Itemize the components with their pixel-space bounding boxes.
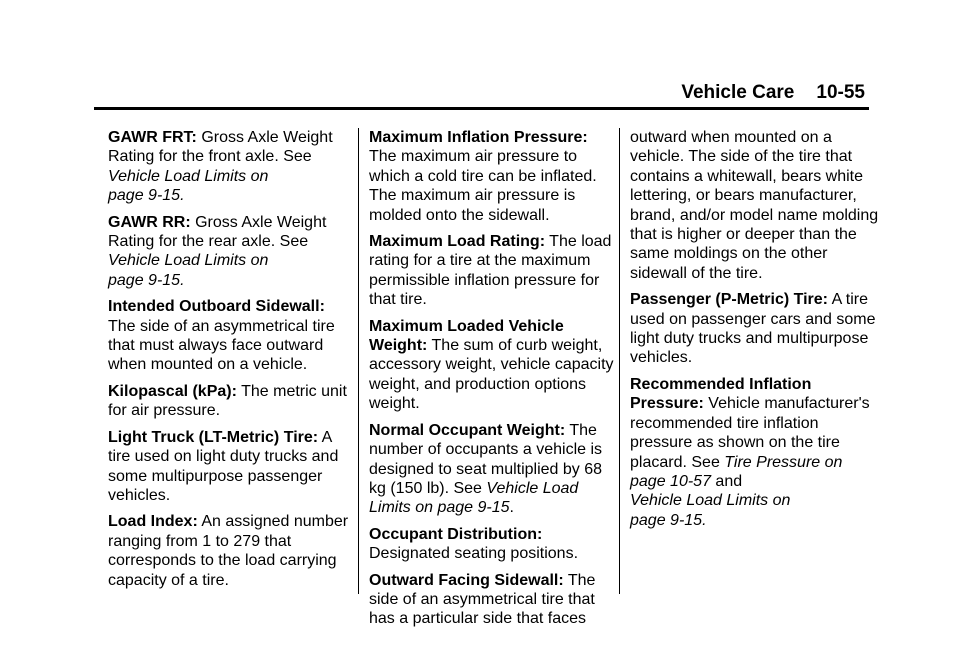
definition: A tire used on passenger cars and some light duty trucks and multipurpose vehicles. xyxy=(630,291,876,367)
cross-reference[interactable]: Vehicle Load Limits on xyxy=(630,492,791,510)
section-title: Vehicle Care xyxy=(681,82,795,103)
term: Maximum Load Rating xyxy=(369,233,540,251)
term: Maximum Inflation Pressure xyxy=(369,129,583,146)
cross-reference[interactable]: Vehicle Load Limits on xyxy=(108,252,269,270)
glossary-entry-passenger-tire: Passenger (P-Metric) Tire: A tire used on passenger cars and some light duty trucks and multipurpose vehicles. xyxy=(630,291,876,367)
glossary-entry-maximum-load-rating: Maximum Load Rating: The load rating for a tire at the maximum permissible inflation pressure for that tire. xyxy=(369,233,612,309)
column-3 xyxy=(630,128,880,537)
glossary-entry-gawr-rr: GAWR RR: Gross Axle Weight Rating for the rear axle. See Vehicle Load Limits on page 9-15. xyxy=(108,213,327,289)
term: Normal Occupant Weight xyxy=(369,421,560,439)
cross-reference[interactable]: Tire Pressure on page 10-57 xyxy=(630,453,843,490)
cross-reference-page[interactable]: page 9-15 xyxy=(108,187,181,205)
cross-reference[interactable]: Vehicle Load Limits on xyxy=(108,167,269,185)
term: Light Truck (LT-Metric) Tire xyxy=(108,428,313,446)
column-divider xyxy=(619,128,620,594)
cross-reference-page[interactable]: page 9-15 xyxy=(630,511,703,529)
cross-reference[interactable]: Vehicle Load Limits on page 9-15 xyxy=(369,479,579,517)
term: Recommended Inflation Pressure xyxy=(630,375,812,413)
definition: The metric unit for air pressure. xyxy=(108,382,347,420)
term: Outward Facing Sidewall xyxy=(369,571,559,589)
term: GAWR RR xyxy=(108,213,186,231)
definition: The side of an asymmetrical tire that must always face outward when mounted on a vehicle. xyxy=(108,317,335,374)
glossary-entry-light-truck-tire: Light Truck (LT-Metric) Tire: A tire used on light duty trucks and some multipurpose passenger vehicles. xyxy=(108,428,339,504)
glossary-entry-intended-outboard-sidewall: Intended Outboard Sidewall: The side of an asymmetrical tire that must always face outward when mounted on a vehicle. xyxy=(108,298,335,374)
definition: The maximum air pressure to which a cold tire can be inflated. The maximum air pressure is molded onto the sidewall. xyxy=(369,148,597,224)
term: Occupant Distribution xyxy=(369,525,537,543)
definition: The sum of curb weight, accessory weight, vehicle capacity weight, and production options weight. xyxy=(369,337,614,413)
term: GAWR FRT xyxy=(108,129,192,146)
term: Passenger (P-Metric) Tire xyxy=(630,291,823,309)
glossary-entry-load-index: Load Index: An assigned number ranging from 1 to 279 that corresponds to the load carrying capacity of a tire. xyxy=(108,513,349,589)
definition: An assigned number ranging from 1 to 279 that corresponds to the load carrying capacity of a tire. xyxy=(108,513,349,589)
glossary-entry-maximum-inflation-pressure: Maximum Inflation Pressure: The maximum air pressure to which a cold tire can be inflated. The maximum air pressure is molded onto the sidewall. xyxy=(369,129,597,224)
column-2 xyxy=(369,128,619,636)
glossary-entry-gawr-frt: GAWR FRT: Gross Axle Weight Rating for the front axle. See Vehicle Load Limits on page 9-15. xyxy=(108,129,333,205)
column-divider xyxy=(358,128,359,594)
term: Maximum Loaded Vehicle Weight xyxy=(369,317,564,355)
glossary-entry-kilopascal: Kilopascal (kPa): The metric unit for air pressure. xyxy=(108,382,347,420)
term: Load Index xyxy=(108,513,193,531)
glossary-entry-occupant-distribution: Occupant Distribution: Designated seating positions. xyxy=(369,525,579,563)
cross-reference-page[interactable]: page 9-15 xyxy=(108,271,181,289)
definition: Gross Axle Weight Rating for the rear axle. See xyxy=(108,213,327,251)
column-1 xyxy=(108,128,358,597)
term: Intended Outboard Sidewall xyxy=(108,298,320,316)
definition: Designated seating positions. xyxy=(369,545,579,563)
term: Kilopascal (kPa) xyxy=(108,382,232,400)
header-rule xyxy=(94,107,869,110)
definition: A tire used on light duty trucks and some multipurpose passenger vehicles. xyxy=(108,428,339,504)
definition: The number of occupants a vehicle is designed to seat multiplied by 68 kg (150 lb). See xyxy=(369,421,603,497)
definition-continued: outward when mounted on a vehicle. The side of the tire that contains a whitewall, bears white lettering, or bears manufacturer, brand, and/or model name molding that is higher or deeper than the same moldings on the other sidewall of the tire. xyxy=(630,129,879,282)
glossary-entry-outward-facing-sidewall: Outward Facing Sidewall: The side of an asymmetrical tire that has a particular side that faces xyxy=(369,571,596,628)
definition: The load rating for a tire at the maximum permissible inflation pressure for that tire. xyxy=(369,233,612,309)
definition: The side of an asymmetrical tire that has a particular side that faces xyxy=(369,571,596,628)
glossary-entry-normal-occupant-weight: Normal Occupant Weight: The number of occupants a vehicle is designed to seat multiplied by 68 kg (150 lb). See Vehicle Load Limits on page 9-15. xyxy=(369,421,603,517)
glossary-entry-recommended-inflation-pressure: Recommended Inflation Pressure: Vehicle manufacturer's recommended tire inflation pressure as shown on the tire placard. See Tire Pressure on page 10-57 and Vehicle Load Limits on page 9-15. xyxy=(630,375,870,529)
page-number: 10-55 xyxy=(816,82,865,103)
glossary-entry-maximum-loaded-vehicle-weight: Maximum Loaded Vehicle Weight: The sum of curb weight, accessory weight, vehicle capacity weight, and production options weight. xyxy=(369,317,614,413)
page-header xyxy=(681,82,865,104)
definition: Gross Axle Weight Rating for the front axle. See xyxy=(108,129,333,166)
definition: Vehicle manufacturer's recommended tire inflation pressure as shown on the tire placard. See xyxy=(630,395,870,471)
glossary-entry-outward-facing-sidewall-continued xyxy=(630,128,880,283)
